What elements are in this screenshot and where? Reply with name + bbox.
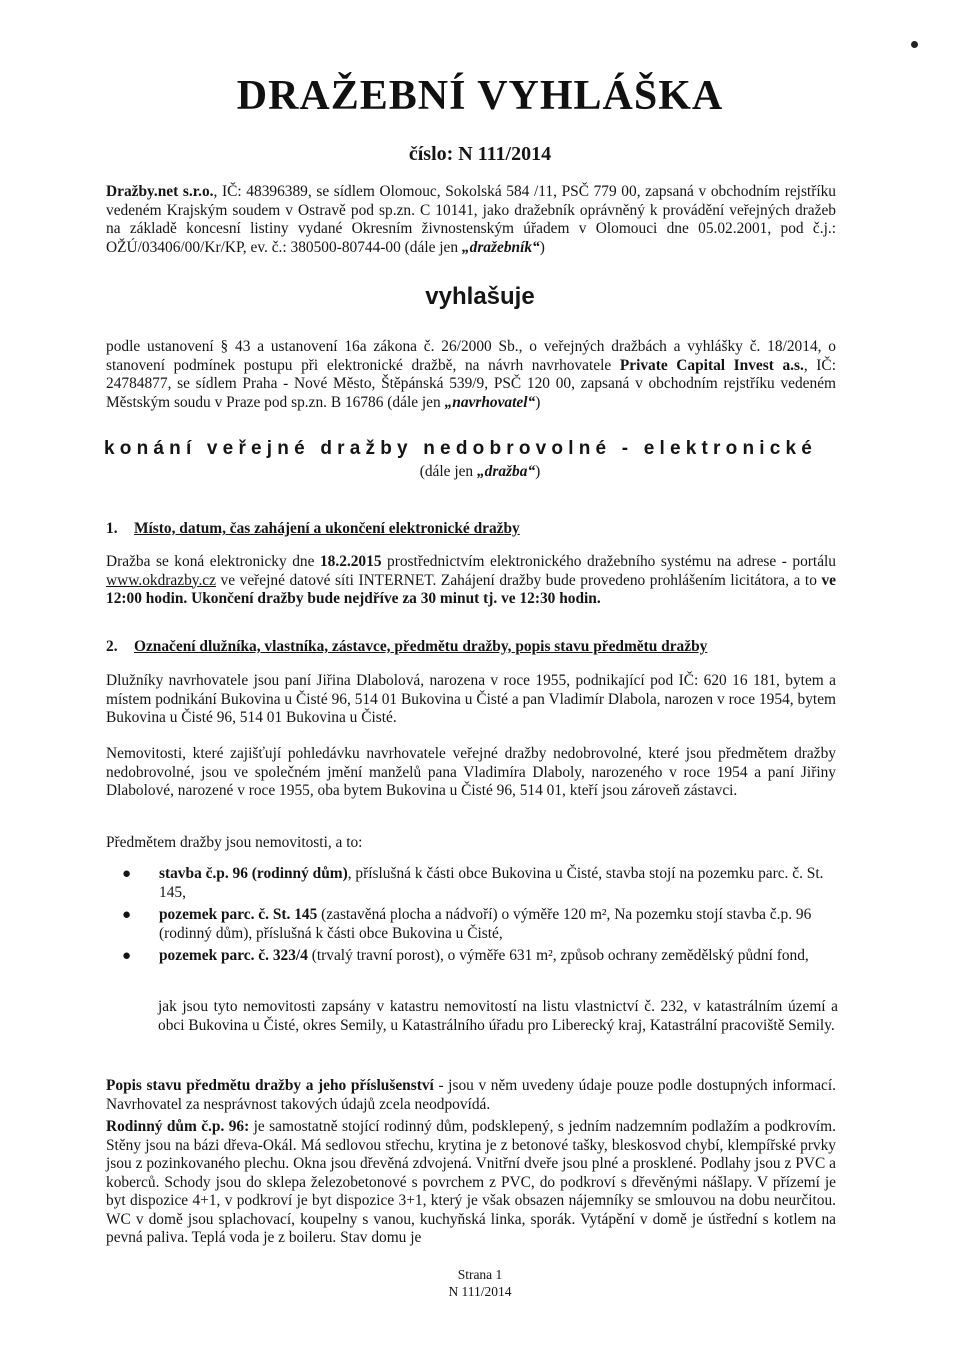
auctioneer-name: Dražby.net s.r.o. <box>106 183 214 200</box>
subject-list <box>106 865 841 966</box>
section-2-number: 2. <box>106 638 118 655</box>
proposer-name: Private Capital Invest a.s. <box>619 356 804 374</box>
auctioneer-alias: „dražebník“ <box>461 238 540 256</box>
section-1-paragraph <box>106 553 836 609</box>
condition-paragraph <box>106 1077 836 1114</box>
item-2-text: (zastavěná plocha a nádvoří) o výměře 120 m², Na pozemku stojí stavba č.p. 96 (rodinný dům), příslušná k části obce Bukovina u Čisté, <box>159 906 812 942</box>
footer-doc-number: N 111/2014 <box>448 1284 512 1299</box>
announces-heading: vyhlašuje <box>425 283 535 310</box>
bullet-icon: ● <box>122 948 132 964</box>
auction-date: 18.2.2015 <box>319 553 382 570</box>
section-2-title: Označení dlužníka, vlastníka, zástavce, předmětu dražby, popis stavu předmětu dražby <box>134 638 708 655</box>
condition-text: - jsou v něm uvedeny údaje pouze podle dostupných informací. Navrhovatel za nesprávnost takových údajů zcela neodpovídá. <box>106 1077 836 1113</box>
intro-text: , IČ: 48396389, se sídlem Olomouc, Sokolská 584 /11, PSČ 779 00, zapsaná v obchodním rejstříku vedeném Krajským soudem v Ostravě pod sp.zn. C 10141, jako dražebník oprávněný k provádění veřejných dražeb na základě koncesní listiny vydané Okresním živnostenským úřadem v Olomouci dne 05.02.2001, pod č.j.: OŽÚ/03406/00/Kr/KP, ev. č.: 380500-80744-00 (dále jen <box>106 183 837 256</box>
subject-intro: Předmětem dražby jsou nemovitosti, a to: <box>106 834 363 851</box>
basis-paragraph <box>106 338 836 412</box>
house-text: je samostatně stojící rodinný dům, podsklepený, s jedním nadzemním podlažím a podkrovím. Stěny jsou na bázi dřeva-Okál. Má sedlovou střechu, krytina je z betonové tašky, bleskosvod chybí, klempířské prvky jsou z pozinkovaného plechu. Okna jsou dřevěná zdvojená. Vnitřní dveře jsou plné a prosklené. Podlahy jsou z PVC a koberců. Schody jsou do sklepa železobetonové s povrchem z PVC, do podkroví s dřevěnými nášlapy. V přízemí je byt dispozice 4+1, v podkroví je byt dispozice 3+1, který je však obsazen nájemníky se smlouvou na dobu neurčitou. WC v domě jsou splachovací, koupelny s vanou, kuchyňská linka, sporák. Vytápění v domě je ústřední s kotlem na pevná paliva. Teplá voda je z boileru. Stav domu je <box>106 1118 837 1246</box>
bullet-icon: ● <box>122 866 132 882</box>
item-1-text: , příslušná k části obce Bukovina u Čisté, stavba stojí na pozemku parc. č. St. 145, <box>159 865 824 901</box>
scan-speck <box>911 41 918 48</box>
auction-alias-close: ) <box>535 463 541 480</box>
auction-alias-prefix: (dále jen <box>419 463 477 480</box>
cadastre-paragraph: jak jsou tyto nemovitosti zapsány v katastru nemovitostí na listu vlastnictví č. 232, v katastrálním území a obci Bukovina u Čisté, okres Semily, u Katastrálního úřadu pro Liberecký kraj, Katastrální pracoviště Semily. <box>158 998 838 1034</box>
page-footer <box>0 1266 960 1300</box>
document-number: číslo: N 111/2014 <box>408 143 552 165</box>
s1-text-b: prostřednictvím elektronického dražebního systému na adrese - portálu <box>381 553 836 570</box>
basis-text-2: , IČ: 24784877, se sídlem Praha - Nové Město, Štěpánská 539/9, PSČ 120 00, zapsaná v obchodním rejstříku vedeném Městským soudu v Praze pod sp.zn. B 16786 (dále jen <box>106 356 836 411</box>
section-2-heading <box>106 638 836 656</box>
basis-text-1: podle ustanovení § 43 a ustanovení 16a zákona č. 26/2000 Sb., o veřejných dražbách a vyhlášky č. 18/2014, o stanovení podmínek postupu při elektronické dražbě, na návrh navrhovatele <box>106 338 836 374</box>
s1-text-c: ve veřejné datové síti INTERNET. Zahájení dražby bude provedeno prohlášením licitátora, a to <box>215 571 822 589</box>
item-3-label: pozemek parc. č. 323/4 <box>159 947 308 964</box>
end-time: Ukončení dražby bude nejdříve za 30 minut tj. ve 12:30 hodin. <box>187 590 601 607</box>
page-label: Strana 1 <box>457 1267 503 1282</box>
section-1-title: Místo, datum, čas zahájení a ukončení elektronické dražby <box>134 520 520 537</box>
auction-alias-word: „dražba“ <box>476 463 536 480</box>
item-3-text: (trvalý travní porost), o výměře 631 m², způsob ochrany zemědělský půdní fond, <box>307 947 809 964</box>
portal-link[interactable]: www.okdrazby.cz <box>106 571 216 589</box>
item-1-label: stavba č.p. 96 (rodinný dům) <box>159 865 348 882</box>
section-1-heading <box>106 520 836 538</box>
list-item <box>106 865 841 902</box>
basis-close: ) <box>535 393 541 411</box>
start-time: ve 12:00 hodin. <box>106 571 836 607</box>
intro-close: ) <box>539 238 545 256</box>
intro-paragraph <box>106 183 836 257</box>
section-1-number: 1. <box>106 520 118 537</box>
s1-text-a: Dražba se koná elektronicky dne <box>106 553 320 570</box>
house-label: Rodinný dům č.p. 96: <box>106 1118 250 1135</box>
condition-label: Popis stavu předmětu dražby a jeho příslušenství <box>106 1077 434 1094</box>
property-paragraph: Nemovitosti, které zajišťují pohledávku navrhovatele veřejné dražby nedobrovolné, které jsou předmětem dražby nedobrovolné, jsou ve společném jmění manželů pana Vladimíra Dlaboly, narozeného v roce 1954 a paní Jiřiny Dlabolové, narozené v roce 1955, oba bytem Bukovina u Čisté 96, 514 01, kteří jsou zároveň zástavci. <box>106 745 836 799</box>
auction-alias <box>0 463 960 481</box>
auction-type-heading: konání veřejné dražby nedobrovolné - elektronické <box>104 438 818 459</box>
bullet-icon: ● <box>122 907 132 923</box>
house-paragraph <box>106 1118 836 1248</box>
document-title: DRAŽEBNÍ VYHLÁŠKA <box>236 73 724 119</box>
list-item <box>106 906 841 943</box>
debtors-paragraph: Dlužníky navrhovatele jsou paní Jiřina Dlabolová, narozena v roce 1955, podnikající pod IČ: 620 16 181, bytem a místem podnikání Bukovina u Čisté 96, 514 01 Bukovina u Čisté a pan Vladimír Dlabola, narozen v roce 1954, bytem Bukovina u Čisté 96, 514 01 Bukovina u Čisté. <box>106 672 836 726</box>
list-item <box>106 947 841 966</box>
proposer-alias: „navrhovatel“ <box>444 393 536 411</box>
item-2-label: pozemek parc. č. St. 145 <box>159 906 318 923</box>
